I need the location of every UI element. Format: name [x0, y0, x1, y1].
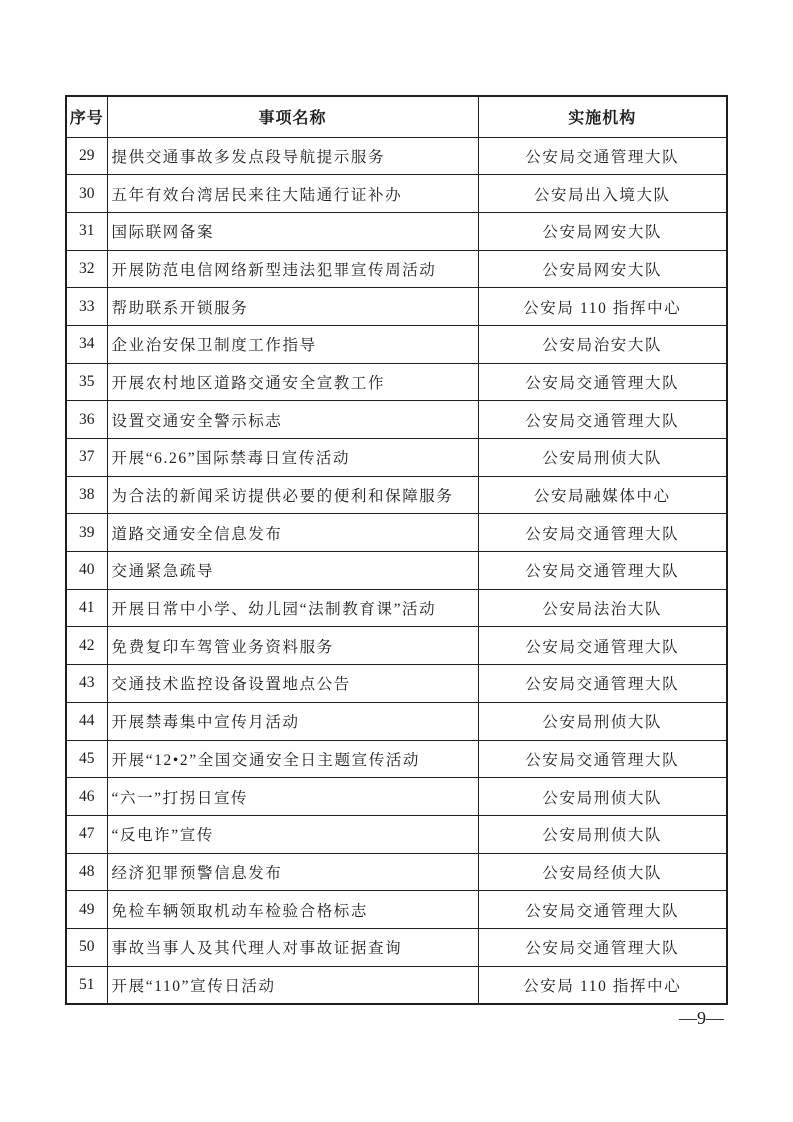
table-header: [66, 96, 727, 137]
table-row: [66, 815, 727, 853]
row-number: 50: [66, 928, 107, 966]
agency-name: 公安局治安大队: [478, 325, 727, 363]
agency-name: 公安局网安大队: [478, 212, 727, 250]
table-row: [66, 250, 727, 288]
table-row: [66, 401, 727, 439]
agency-name: 公安局刑侦大队: [478, 439, 727, 477]
agency-name: 公安局 110 指挥中心: [478, 966, 727, 1004]
agency-name: 公安局网安大队: [478, 250, 727, 288]
agency-name: 公安局融媒体中心: [478, 476, 727, 514]
item-name: 经济犯罪预警信息发布: [107, 853, 478, 891]
row-number: 33: [66, 288, 107, 326]
table-row: [66, 552, 727, 590]
row-number: 38: [66, 476, 107, 514]
item-name: 国际联网备案: [107, 212, 478, 250]
row-number: 29: [66, 137, 107, 175]
row-number: 49: [66, 891, 107, 929]
table-body: [66, 137, 727, 1004]
item-name: “反电诈”宣传: [107, 815, 478, 853]
table-row: [66, 853, 727, 891]
table-row: [66, 363, 727, 401]
table-row: [66, 212, 727, 250]
table-row: [66, 325, 727, 363]
item-name: 开展日常中小学、幼儿园“法制教育课”活动: [107, 589, 478, 627]
agency-name: 公安局交通管理大队: [478, 891, 727, 929]
item-name: 帮助联系开锁服务: [107, 288, 478, 326]
row-number: 31: [66, 212, 107, 250]
table-row: [66, 778, 727, 816]
agency-name: 公安局交通管理大队: [478, 552, 727, 590]
table-row: [66, 702, 727, 740]
item-name: 开展“110”宣传日活动: [107, 966, 478, 1004]
table-row: [66, 288, 727, 326]
row-number: 41: [66, 589, 107, 627]
agency-name: 公安局交通管理大队: [478, 137, 727, 175]
item-name: 交通技术监控设备设置地点公告: [107, 665, 478, 703]
row-number: 35: [66, 363, 107, 401]
item-name: 提供交通事故多发点段导航提示服务: [107, 137, 478, 175]
table-row: [66, 175, 727, 213]
row-number: 48: [66, 853, 107, 891]
item-name: “六一”打拐日宣传: [107, 778, 478, 816]
row-number: 39: [66, 514, 107, 552]
table-row: [66, 589, 727, 627]
agency-name: 公安局交通管理大队: [478, 514, 727, 552]
items-table: [65, 95, 728, 1005]
table-row: [66, 928, 727, 966]
agency-name: 公安局 110 指挥中心: [478, 288, 727, 326]
row-number: 45: [66, 740, 107, 778]
item-name: 五年有效台湾居民来往大陆通行证补办: [107, 175, 478, 213]
table-row: [66, 891, 727, 929]
item-name: 开展农村地区道路交通安全宣教工作: [107, 363, 478, 401]
agency-name: 公安局刑侦大队: [478, 702, 727, 740]
row-number: 30: [66, 175, 107, 213]
item-name: 免检车辆领取机动车检验合格标志: [107, 891, 478, 929]
agency-name: 公安局经侦大队: [478, 853, 727, 891]
header-cell-no: 序号: [66, 96, 107, 137]
row-number: 47: [66, 815, 107, 853]
header-cell-agency: 实施机构: [478, 96, 727, 137]
item-name: 设置交通安全警示标志: [107, 401, 478, 439]
agency-name: 公安局刑侦大队: [478, 815, 727, 853]
item-name: 事故当事人及其代理人对事故证据查询: [107, 928, 478, 966]
agency-name: 公安局交通管理大队: [478, 363, 727, 401]
agency-name: 公安局刑侦大队: [478, 778, 727, 816]
agency-name: 公安局法治大队: [478, 589, 727, 627]
item-name: 开展“6.26”国际禁毒日宣传活动: [107, 439, 478, 477]
row-number: 34: [66, 325, 107, 363]
header-row: [66, 96, 727, 137]
table-row: [66, 439, 727, 477]
table-row: [66, 627, 727, 665]
page-number: —9—: [679, 1008, 724, 1028]
table-row: [66, 740, 727, 778]
agency-name: 公安局交通管理大队: [478, 928, 727, 966]
agency-name: 公安局出入境大队: [478, 175, 727, 213]
row-number: 51: [66, 966, 107, 1004]
row-number: 37: [66, 439, 107, 477]
item-name: 为合法的新闻采访提供必要的便利和保障服务: [107, 476, 478, 514]
table-row: [66, 514, 727, 552]
agency-name: 公安局交通管理大队: [478, 627, 727, 665]
row-number: 42: [66, 627, 107, 665]
agency-name: 公安局交通管理大队: [478, 665, 727, 703]
row-number: 44: [66, 702, 107, 740]
item-name: 企业治安保卫制度工作指导: [107, 325, 478, 363]
item-name: 道路交通安全信息发布: [107, 514, 478, 552]
item-name: 开展禁毒集中宣传月活动: [107, 702, 478, 740]
table-row: [66, 966, 727, 1004]
table-row: [66, 476, 727, 514]
item-name: 免费复印车驾管业务资料服务: [107, 627, 478, 665]
row-number: 46: [66, 778, 107, 816]
row-number: 32: [66, 250, 107, 288]
header-cell-name: 事项名称: [107, 96, 478, 137]
agency-name: 公安局交通管理大队: [478, 401, 727, 439]
item-name: 交通紧急疏导: [107, 552, 478, 590]
row-number: 36: [66, 401, 107, 439]
row-number: 40: [66, 552, 107, 590]
agency-name: 公安局交通管理大队: [478, 740, 727, 778]
table-row: [66, 665, 727, 703]
item-name: 开展“12•2”全国交通安全日主题宣传活动: [107, 740, 478, 778]
table-row: [66, 137, 727, 175]
row-number: 43: [66, 665, 107, 703]
item-name: 开展防范电信网络新型违法犯罪宣传周活动: [107, 250, 478, 288]
